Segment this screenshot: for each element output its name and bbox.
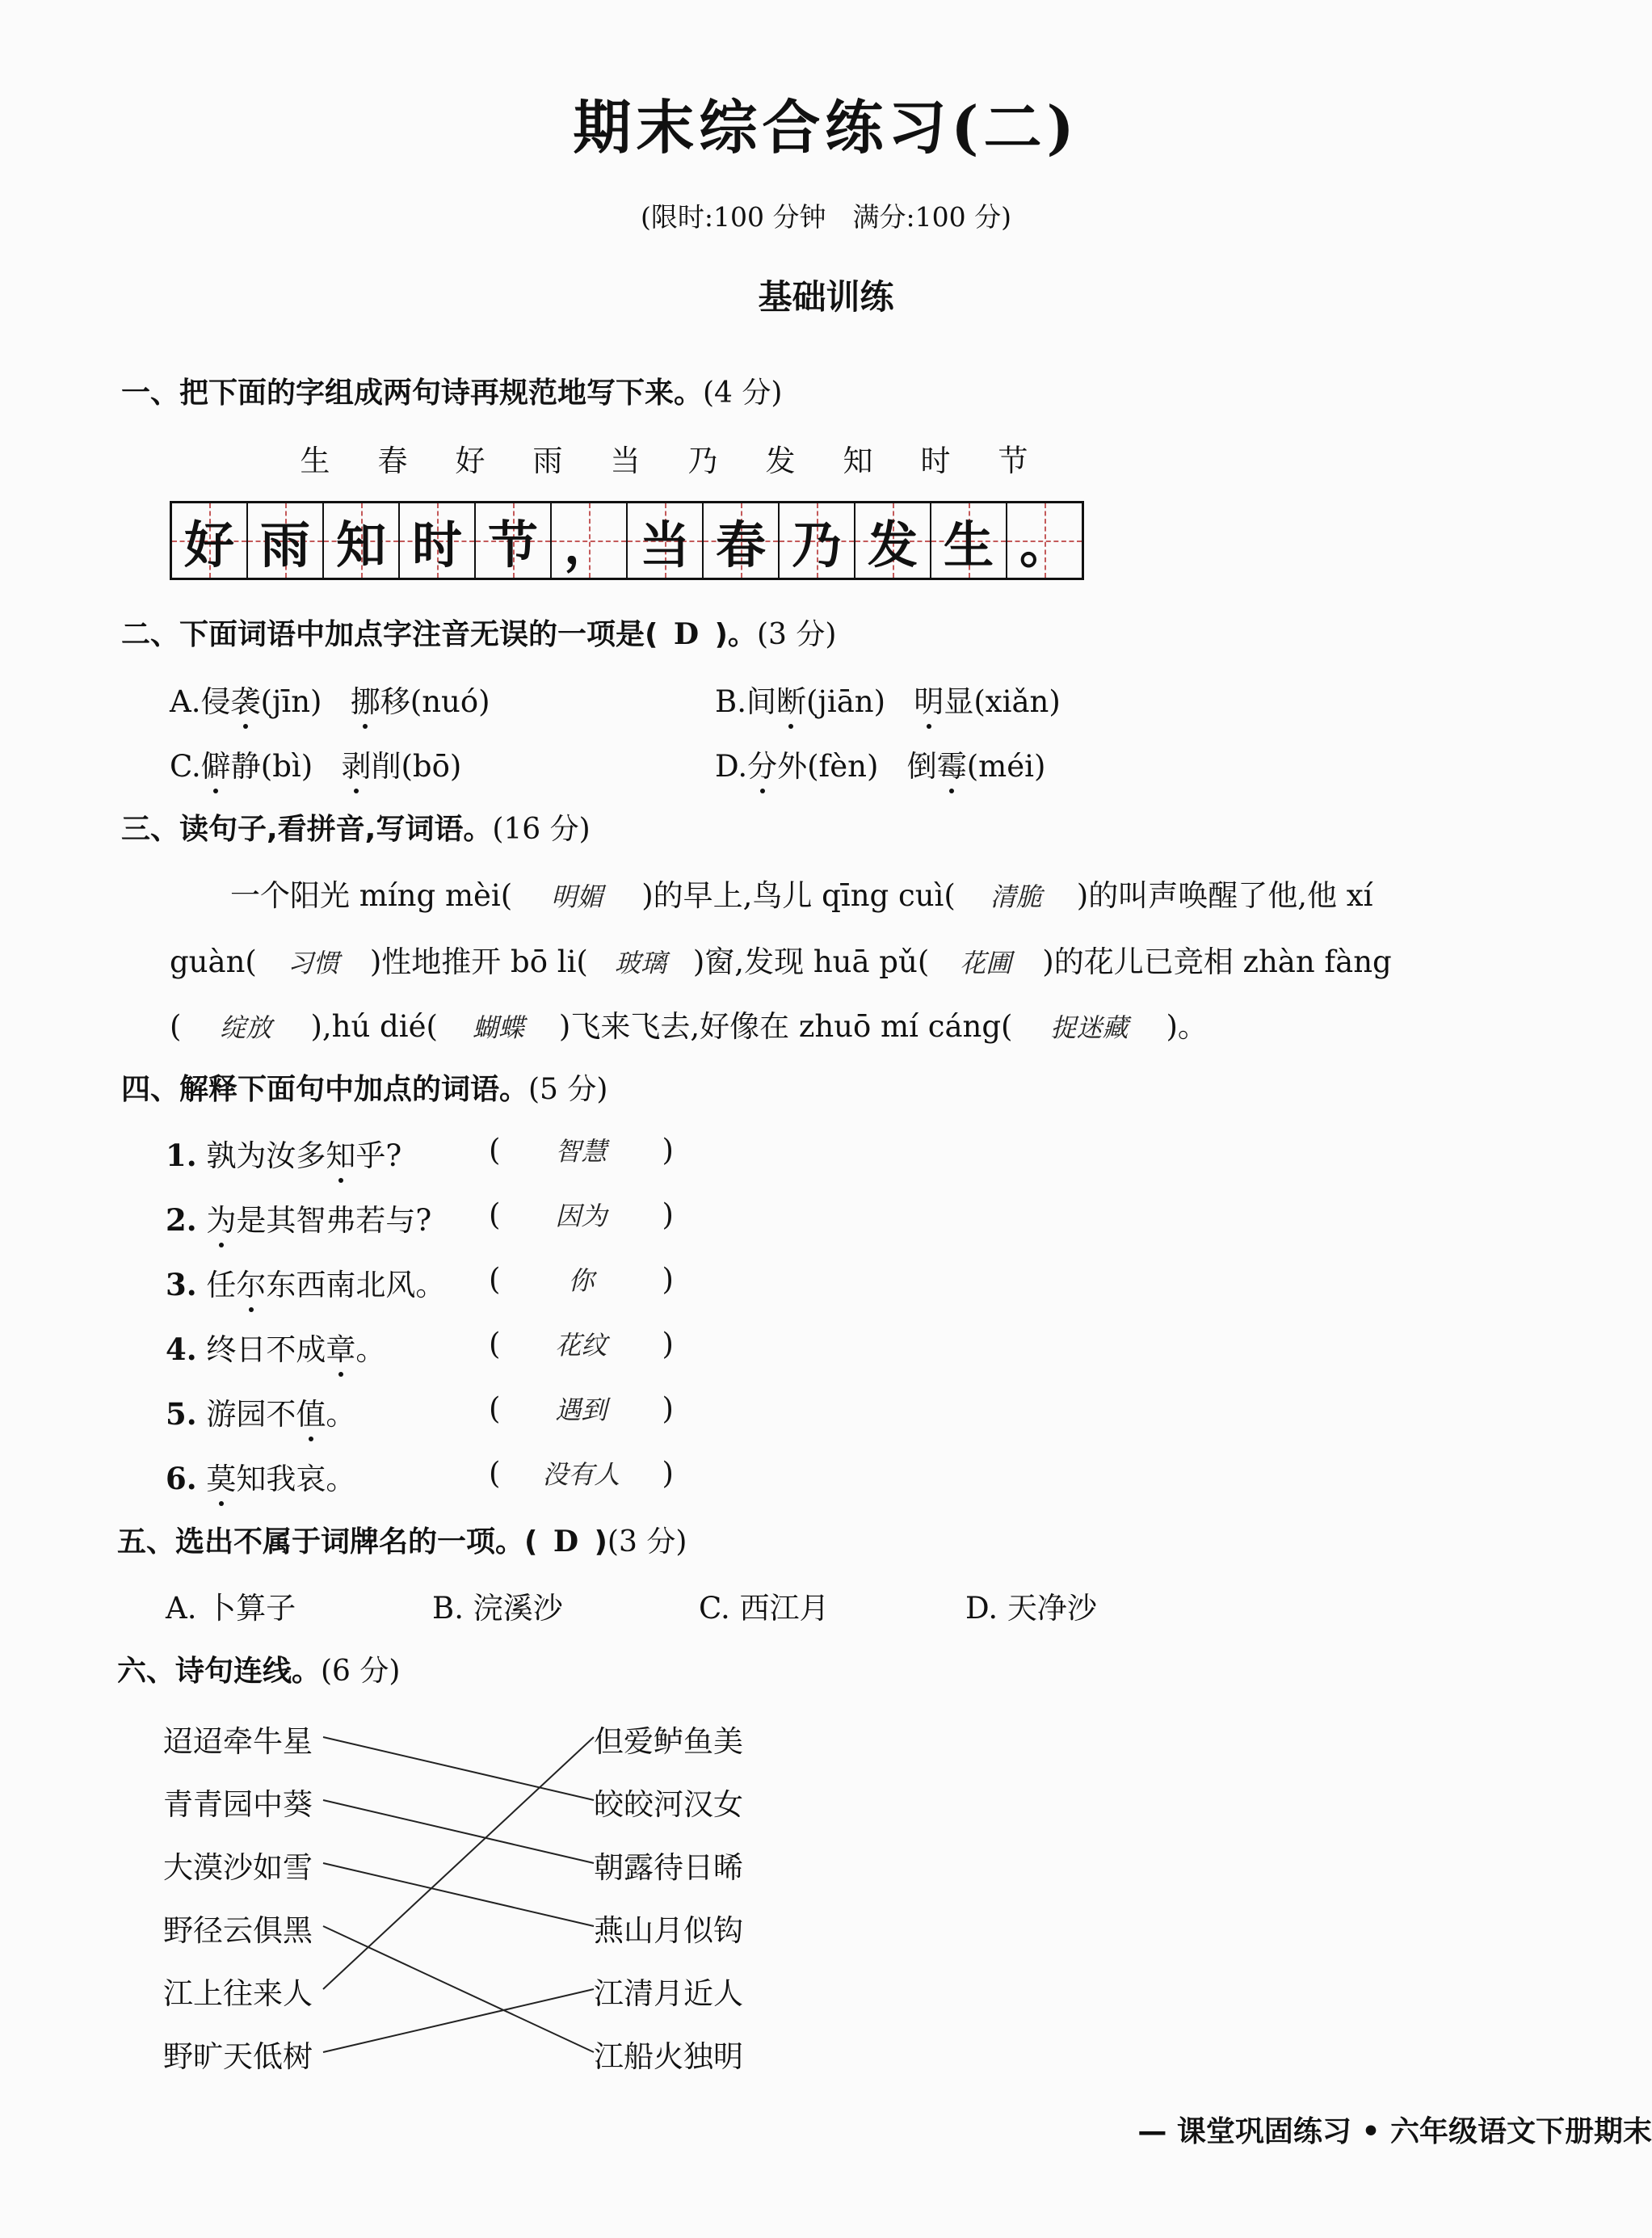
text-segment: ( — [170, 1009, 182, 1044]
text-segment: )的叫声唤醒了他,他 xí — [1076, 878, 1373, 913]
connection-line — [323, 1863, 594, 1926]
q1-char: 发 — [765, 444, 796, 478]
text-segment: 游园不 — [206, 1397, 296, 1432]
handwritten-answer: 智慧 — [555, 1136, 607, 1167]
handwritten-answer: 你 — [568, 1265, 595, 1296]
connection-line — [323, 1989, 594, 2052]
q4-prompt: 四、解释下面句中加点的词语。 — [121, 1073, 529, 1106]
handwritten-answer: 绽放 — [220, 1012, 272, 1043]
q5-prompt-b: ) — [594, 1525, 607, 1559]
item-number: 5. — [166, 1396, 197, 1432]
text-segment: 知我哀。 — [236, 1462, 356, 1496]
q6-right-item: 皎皎河汉女 — [594, 1787, 743, 1822]
option-letter: D. — [715, 749, 748, 784]
q5-answer: D — [553, 1525, 579, 1559]
grid-char: 。 — [1019, 515, 1070, 574]
text-segment: 是其智弗若与? — [236, 1203, 432, 1238]
q6-right-item: 江船火独明 — [594, 2039, 743, 2074]
dotted-char: 莫 — [206, 1454, 236, 1498]
text-segment: 孰为汝多 — [206, 1138, 326, 1173]
word-part: 倒 — [906, 749, 937, 784]
q1-char: 节 — [998, 444, 1028, 478]
dotted-char: 霉 — [937, 742, 967, 785]
handwritten-answer: 玻璃 — [614, 948, 666, 978]
text-segment: 东西南北风。 — [266, 1268, 446, 1302]
handwritten-answer: 习惯 — [287, 948, 339, 978]
handwritten-answer: 花纹 — [555, 1330, 607, 1361]
text-segment: )的早上,鸟儿 qīng cuì( — [641, 878, 956, 913]
dotted-char: 分 — [747, 742, 777, 785]
text-segment: )窗,发现 huā pǔ( — [692, 944, 930, 979]
dotted-char: 知 — [326, 1131, 355, 1175]
item-number: 1. — [166, 1138, 197, 1173]
handwritten-answer: 没有人 — [542, 1459, 620, 1490]
item-number: 6. — [166, 1461, 197, 1496]
dotted-char: 章 — [326, 1325, 355, 1369]
text-segment: 任 — [206, 1268, 237, 1302]
pinyin: (jīn) — [260, 684, 322, 719]
q5-option: A. 卜算子 — [166, 1591, 296, 1626]
page-subtitle: (限时:100 分钟 满分:100 分) — [641, 201, 1011, 233]
grid-char: 发 — [867, 515, 918, 574]
pinyin: (xiǎn) — [973, 684, 1061, 719]
dotted-char: 袭 — [230, 677, 260, 721]
q5-prompt-a: 五、选出不属于词牌名的一项。( — [117, 1525, 538, 1559]
q6-left-item: 江上往来人 — [163, 1976, 313, 2011]
text-segment: )的花儿已竞相 zhàn fàng — [1042, 944, 1392, 979]
grid-char: ， — [563, 515, 614, 574]
dotted-char: 挪 — [351, 677, 380, 721]
text-segment: )。 — [1166, 1009, 1208, 1044]
handwritten-answer: 明媚 — [551, 881, 603, 912]
pinyin: (fèn) — [807, 749, 879, 784]
handwritten-answer: 蝴蝶 — [472, 1012, 524, 1043]
q6-right-item: 江清月近人 — [594, 1976, 743, 2011]
q1-char: 雨 — [532, 444, 563, 478]
handwritten-answer: 捉迷藏 — [1050, 1012, 1129, 1043]
pinyin: (nuó) — [410, 684, 490, 719]
section-heading: 基础训练 — [758, 277, 894, 317]
handwritten-answer: 遇到 — [555, 1395, 607, 1425]
q4-answer-row: ( 遇到 ) — [489, 1391, 674, 1426]
pinyin: (bō) — [401, 749, 462, 784]
page-footer: — 课堂巩固练习 • 六年级语文下册期末 — [1137, 2115, 1652, 2148]
q4-answer-row: ( 你 ) — [489, 1262, 674, 1297]
dotted-char: 为 — [206, 1196, 236, 1239]
grid-char: 乃 — [791, 515, 842, 574]
dotted-char: 剥 — [341, 742, 371, 785]
word-part: 间 — [746, 684, 776, 719]
q6-left-item: 野径云俱黑 — [163, 1913, 313, 1948]
item-number: 4. — [166, 1331, 197, 1367]
word-part: 外 — [777, 749, 808, 784]
connection-line — [323, 1737, 594, 1989]
handwritten-answer: 因为 — [555, 1201, 607, 1231]
q5-option: B. 浣溪沙 — [432, 1591, 563, 1626]
dotted-char: 尔 — [236, 1260, 266, 1304]
q4-points: (5 分) — [528, 1073, 608, 1106]
q4-answer-row: ( 智慧 ) — [489, 1133, 674, 1167]
dotted-char: 僻 — [201, 742, 231, 785]
q1-char: 生 — [300, 444, 330, 478]
q4-answer-row: ( 花纹 ) — [489, 1327, 674, 1361]
text-segment: 。 — [355, 1332, 386, 1367]
item-number: 2. — [166, 1202, 197, 1238]
q6-right-item: 朝露待日晞 — [594, 1850, 743, 1885]
text-segment: ),hú dié( — [310, 1009, 438, 1044]
q6-prompt: 六、诗句连线。 — [117, 1655, 322, 1688]
q2-points: (3 分) — [756, 618, 837, 651]
grid-char: 当 — [639, 515, 690, 574]
grid-char: 知 — [335, 515, 386, 574]
handwritten-answer: 花圃 — [960, 948, 1012, 978]
q4-answer-row: ( 因为 ) — [489, 1197, 674, 1232]
text-segment: )性地推开 bō li( — [369, 944, 588, 979]
connection-line — [323, 1800, 594, 1863]
q3-prompt: 三、读句子,看拼音,写词语。 — [121, 813, 493, 846]
dotted-char: 值 — [296, 1390, 326, 1433]
handwritten-answer: 清脆 — [990, 881, 1042, 912]
q1-char: 当 — [610, 444, 641, 478]
q6-left-item: 迢迢牵牛星 — [163, 1724, 313, 1759]
word-part: 移 — [380, 684, 410, 719]
q6-left-item: 野旷天低树 — [163, 2039, 313, 2074]
q3-points: (16 分) — [492, 813, 591, 846]
q6-left-item: 青青园中葵 — [163, 1787, 313, 1822]
q1-char: 乃 — [687, 444, 718, 478]
option-letter: C. — [170, 749, 201, 784]
connection-line — [323, 1926, 594, 2052]
q1-points: (4 分) — [703, 377, 783, 410]
pinyin: (bì) — [260, 749, 313, 784]
q1-prompt: 一、把下面的字组成两句诗再规范地写下来。 — [121, 377, 704, 410]
text-segment: 。 — [326, 1397, 356, 1432]
option-letter: B. — [715, 684, 746, 719]
pinyin: (méi) — [966, 749, 1046, 784]
word-part: 侵 — [200, 684, 231, 719]
q6-right-item: 但爱鲈鱼美 — [594, 1724, 743, 1759]
q4-answer-row: ( 没有人 ) — [489, 1456, 674, 1491]
word-part: 静 — [230, 749, 261, 784]
word-part: 削 — [371, 749, 401, 784]
q6-right-item: 燕山月似钩 — [594, 1913, 743, 1948]
q2-answer: D — [673, 617, 700, 651]
q1-char: 知 — [843, 444, 873, 478]
q6-points: (6 分) — [321, 1655, 401, 1688]
text-segment: guàn( — [170, 944, 257, 979]
text-segment: 终日不成 — [206, 1332, 326, 1367]
option-letter: A. — [170, 684, 201, 719]
grid-char: 春 — [715, 515, 766, 574]
grid-char: 节 — [487, 515, 538, 574]
grid-char: 雨 — [259, 515, 310, 574]
q2-prompt-b: )。 — [714, 618, 757, 651]
q2-prompt-a: 二、下面词语中加点字注音无误的一项是( — [121, 618, 658, 651]
connection-line — [323, 1737, 594, 1800]
text-segment: )飞来飞去,好像在 zhuō mí cáng( — [558, 1009, 1013, 1044]
q1-char: 春 — [377, 444, 408, 478]
dotted-char: 断 — [776, 677, 806, 721]
word-part: 显 — [944, 684, 974, 719]
pinyin: (jiān) — [805, 684, 886, 719]
text-segment: 一个阳光 míng mèi( — [230, 878, 513, 913]
grid-char: 好 — [183, 515, 234, 574]
q5-option: C. 西江月 — [699, 1591, 830, 1626]
q1-char: 时 — [920, 444, 951, 478]
grid-char: 时 — [411, 515, 462, 574]
grid-char: 生 — [943, 515, 994, 574]
dotted-char: 明 — [914, 677, 944, 721]
q6-left-item: 大漠沙如雪 — [163, 1850, 313, 1885]
q1-char: 好 — [455, 444, 486, 478]
item-number: 3. — [166, 1267, 197, 1302]
q5-points: (3 分) — [607, 1525, 687, 1559]
text-segment: 乎? — [355, 1138, 402, 1173]
page-title: 期末综合练习(二) — [573, 93, 1079, 162]
q5-option: D. 天净沙 — [965, 1591, 1097, 1626]
